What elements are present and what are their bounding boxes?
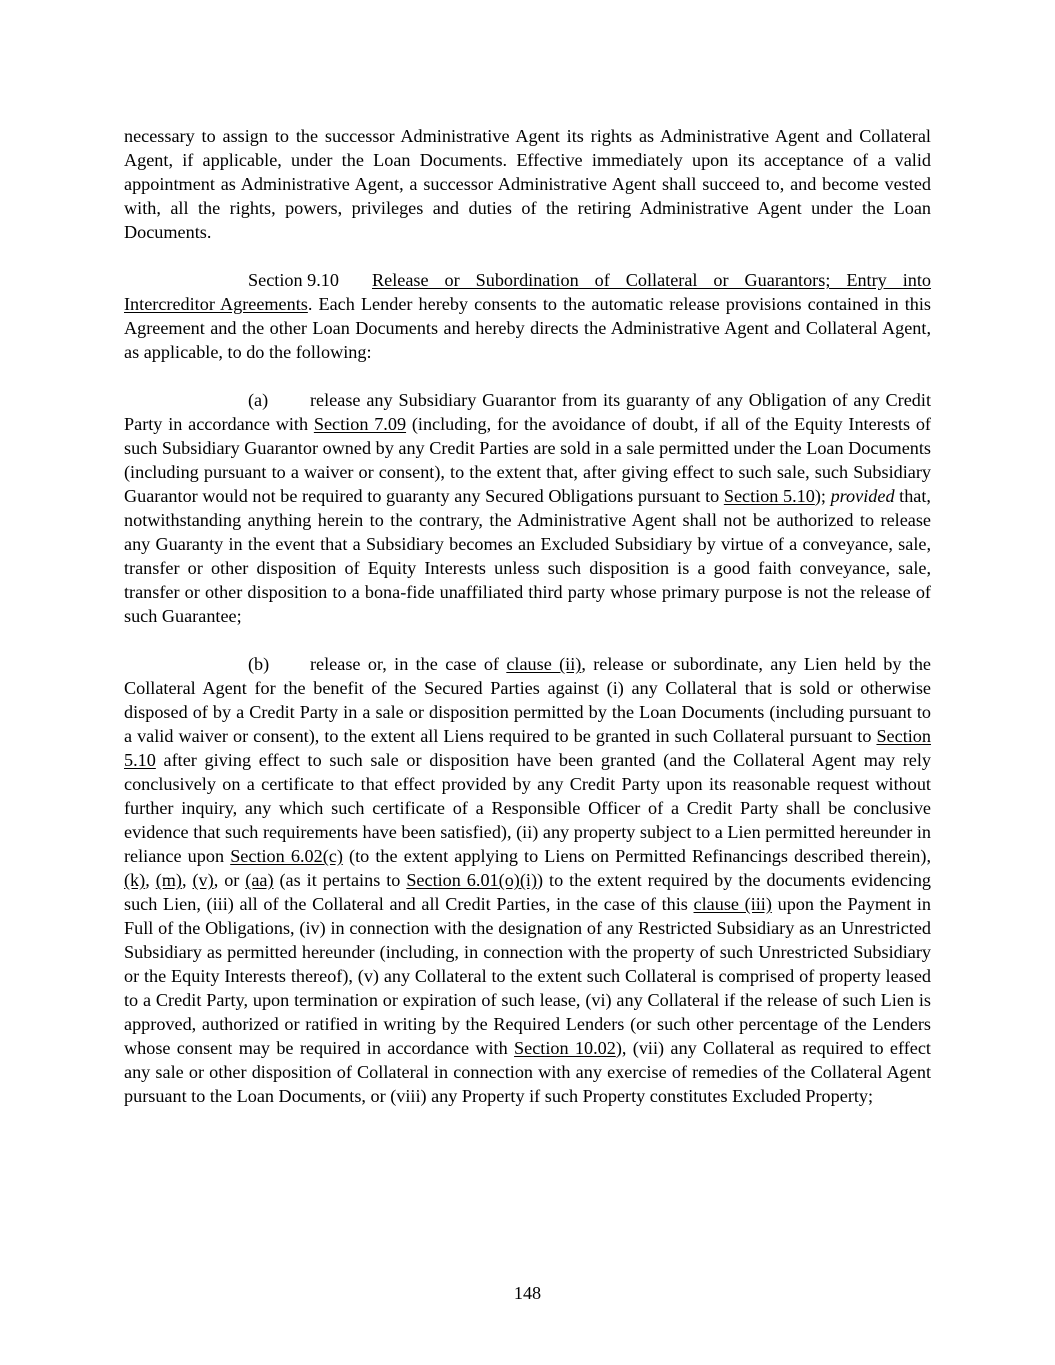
page-number: 148	[513, 1283, 542, 1303]
item-b-text: release or, in the case of	[310, 654, 507, 674]
item-b-text: upon the Payment in Full of the Obligations, (iv) in connection with the designation of any Restricted Subsidiary as an Unrestricted Subsidiary as permitted hereunder (including, in connection with the property of such Unrestricted Subsidiary or the Equity Interests thereof), (v) any Collateral to the extent such Collateral is comprised of property leased to a Credit Party, upon termination or expiration of such lease, (vi) any Collateral if the release of such Lien is approved, authorized or ratified in writing by the Required Lenders (or such other percentage of the Lenders whose consent may be required in accordance with	[124, 894, 931, 1058]
item-label-b: (b)	[248, 654, 270, 674]
item-b-text: ,	[145, 870, 156, 890]
item-b-text: (to the extent applying to Liens on Permitted Refinancings described therein),	[342, 846, 932, 866]
item-a-text: (including, for the avoidance of doubt, if all of the Equity Interests of such Subsidiary Guarantor owned by any Credit Parties are sold in a sale permitted under the Loan Documents (including pursuant to a waiver or consent), to the extent that, after giving effect to such sale, such Subsidiary Guarantor would not be required to guaranty any Secured Obligations pursuant to	[124, 414, 931, 506]
item-a-text: );	[814, 486, 831, 506]
paragraph-item-b	[124, 652, 931, 1108]
cross-reference: (aa)	[245, 870, 274, 890]
item-b-text: , release or subordinate, any Lien held by the Collateral Agent for the benefit of the Secured Parties against (i) any Collateral that is sold or otherwise disposed of by a Credit Party in a sale or disposition permitted by the Loan Documents (including pursuant to a valid waiver or consent), to the extent all Liens required to be granted in such Collateral pursuant to	[124, 654, 931, 746]
document-page	[124, 124, 931, 1132]
item-a-text: that, notwithstanding anything herein to the contrary, the Administrative Agent shall not be authorized to release any Guaranty in the event that a Subsidiary becomes an Excluded Subsidiary by virtue of a conveyance, sale, transfer or other disposition of Equity Interests unless such disposition is a good faith conveyance, sale, transfer or other disposition to a bona-fide unaffiliated third party whose primary purpose is not the release of such Guarantee;	[124, 486, 931, 626]
paragraph-section-9-10	[124, 268, 931, 364]
item-a-text: release any Subsidiary Guarantor from its guaranty of any Obligation of any Credit Party in accordance with	[124, 390, 931, 434]
item-b-text: ), (vii) any Collateral as required to effect any sale or other disposition of Collateral in connection with any exercise of remedies of the Collateral Agent pursuant to the Loan Documents, or (viii) any Property if such Property constitutes Excluded Property;	[124, 1038, 931, 1106]
section-number: Section 9.10	[248, 270, 339, 290]
cross-reference: (m)	[155, 870, 182, 890]
cross-reference: clause (ii)	[506, 654, 582, 674]
item-b-text: after giving effect to such sale or disposition have been granted (and the Collateral Agent may rely conclusively on a certificate to that effect provided by any Credit Party upon its reasonable request without further inquiry, any which such certificate of a Responsible Officer of a Credit Party shall be conclusive evidence that such requirements have been satisfied), (ii) any property subject to a Lien permitted hereunder in reliance upon	[124, 750, 931, 866]
cross-reference: Section 6.02(c)	[230, 846, 343, 866]
italic-term: provided	[830, 486, 895, 506]
section-heading-period: .	[307, 294, 313, 314]
cross-reference: Section 6.01(o)(i)	[406, 870, 538, 890]
paragraph-item-a	[124, 388, 931, 628]
item-label-a: (a)	[248, 390, 269, 410]
continuation-text: necessary to assign to the successor Administrative Agent its rights as Administrative Agent and Collateral Agent, if applicable, under the Loan Documents. Effective immediately upon its acceptance of a valid appointment as Administrative Agent, a successor Administrative Agent shall succeed to, and become vested with, all the rights, powers, privileges and duties of the retiring Administrative Agent under the Loan Documents.	[124, 126, 931, 242]
item-b-text: (as it pertains to	[273, 870, 407, 890]
cross-reference: clause (iii)	[693, 894, 772, 914]
item-b-text: , or	[213, 870, 246, 890]
cross-reference: (v)	[192, 870, 214, 890]
section-body: Each Lender hereby consents to the automatic release provisions contained in this Agreement and the other Loan Documents and hereby directs the Administrative Agent and Collateral Agent, as applicable, to do the following:	[124, 294, 931, 362]
cross-reference: (k)	[124, 870, 146, 890]
cross-reference: Section 5.10	[723, 486, 815, 506]
item-b-text: ) to the extent required by the documents evidencing such Lien, (iii) all of the Collateral and all Credit Parties, in the case of this	[124, 870, 932, 914]
paragraph-continuation	[124, 124, 931, 244]
cross-reference: Section 10.02	[514, 1038, 616, 1058]
cross-reference: Section 5.10	[124, 726, 931, 770]
cross-reference: Section 7.09	[313, 414, 407, 434]
section-heading: Release or Subordination of Collateral or Guarantors; Entry into Intercreditor Agreements	[124, 270, 931, 314]
item-b-text: ,	[181, 870, 193, 890]
